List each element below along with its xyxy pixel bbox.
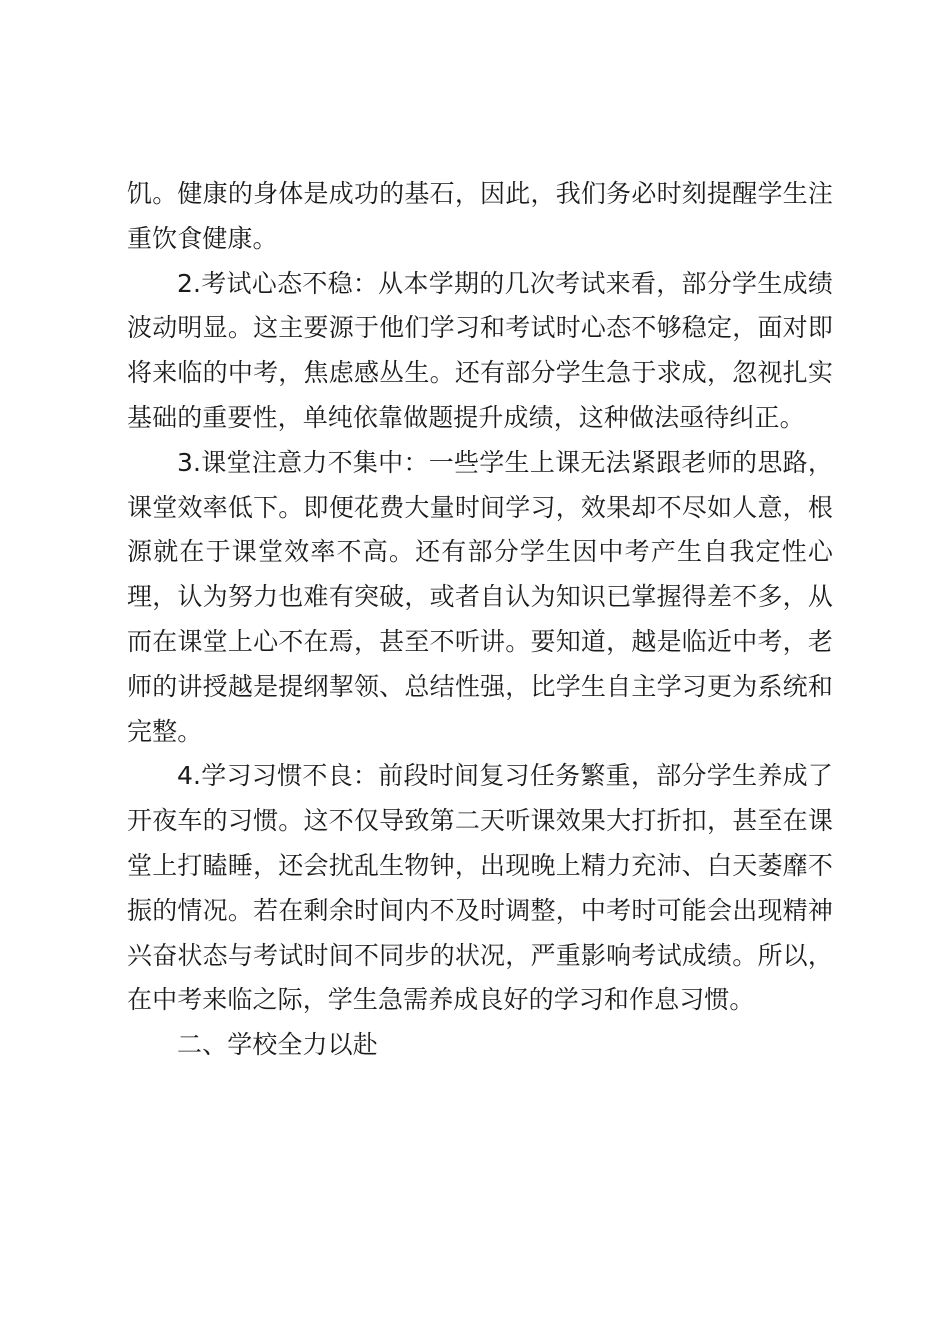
document-body: [127, 172, 833, 1068]
paragraph-exam-mindset: 2.考试心态不稳：从本学期的几次考试来看，部分学生成绩波动明显。这主要源于他们学习和考试时心态不够稳定，面对即将来临的中考，焦虑感丛生。还有部分学生急于求成，忽视扎实基础的重要性，单纯依靠做题提升成绩，这种做法亟待纠正。: [127, 268, 833, 432]
paragraph-study-habits: 4.学习习惯不良：前段时间复习任务繁重，部分学生养成了开夜车的习惯。这不仅导致第二天听课效果大打折扣，甚至在课堂上打瞌睡，还会扰乱生物钟，出现晚上精力充沛、白天萎靡不振的情况。若在剩余时间内不及时调整，中考时可能会出现精神兴奋状态与考试时间不同步的状况，严重影响考试成绩。所以，在中考来临之际，学生急需养成良好的学习和作息习惯。: [127, 761, 833, 1015]
paragraph-classroom-attention: 3.课堂注意力不集中：一些学生上课无法紧跟老师的思路，课堂效率低下。即便花费大量时间学习，效果却不尽如人意，根源就在于课堂效率不高。还有部分学生因中考产生自我定性心理，认为努力也难有突破，或者自认为知识已掌握得差不多，从而在课堂上心不在焉，甚至不听讲。要知道，越是临近中考，老师的讲授越是提纲挈领、总结性强，比学生自主学习更为系统和完整。: [127, 447, 833, 746]
section-heading: 二、学校全力以赴: [177, 1030, 378, 1060]
paragraph-continuation: 饥。健康的身体是成功的基石，因此，我们务必时刻提醒学生注重饮食健康。: [127, 179, 833, 253]
